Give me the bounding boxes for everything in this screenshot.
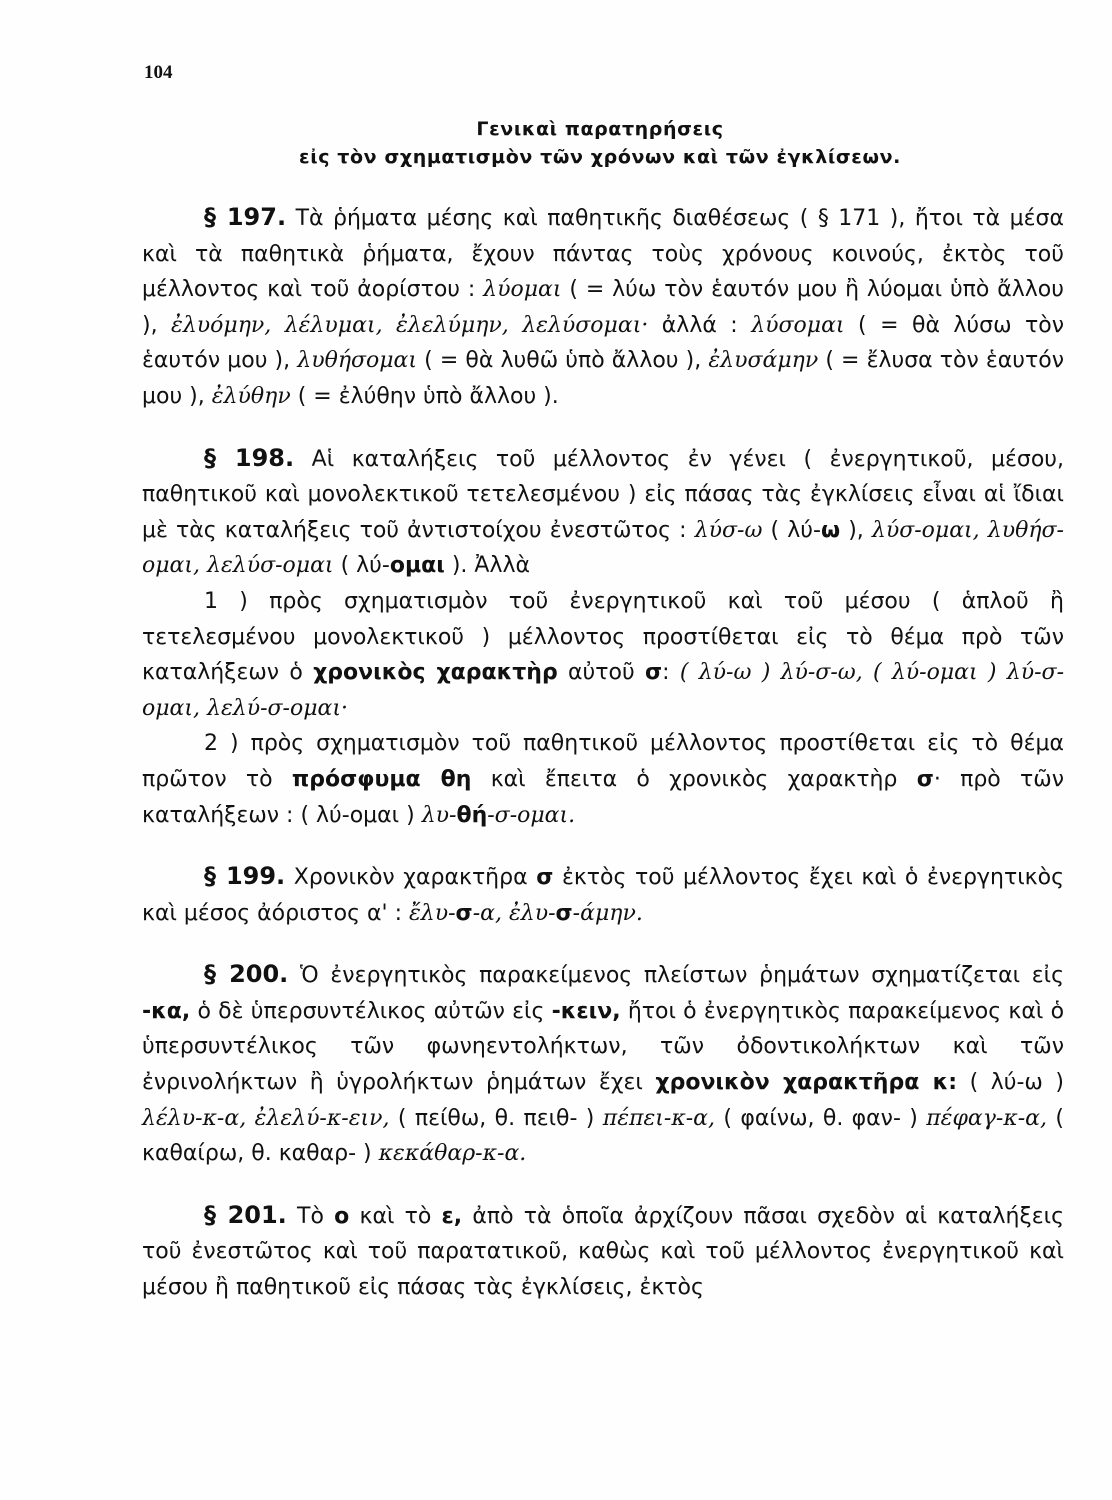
section-text: ( λύ- xyxy=(770,517,821,543)
section-text: ). Ἀλλὰ xyxy=(451,553,530,579)
ending-bold: ω xyxy=(820,517,841,543)
term-bold: ο xyxy=(334,1203,350,1229)
section-200 xyxy=(142,957,1064,1172)
section-text: ( = θὰ λύσω τὸν ἑαυτόν μου ), xyxy=(142,312,1064,374)
greek-form: -α, ἐλυ- xyxy=(472,900,556,926)
greek-form: λέλυ-κ-α, ἐλελύ-κ-ειν, xyxy=(142,1105,390,1131)
chapter-subheading: εἰς τὸν σχηματισμὸν τῶν χρόνων καὶ τῶν ἐγκλίσεων. xyxy=(299,146,901,168)
section-text: ( καθαίρω, θ. καθαρ- ) xyxy=(142,1105,1064,1167)
term-bold: σ xyxy=(455,900,473,926)
section-198 xyxy=(142,441,1064,584)
greek-form: ἐλυόμην, λέλυμαι, ἐλελύμην, λελύσομαι· xyxy=(171,312,649,338)
term-bold: σ xyxy=(916,766,934,792)
section-mark: § 199. xyxy=(204,862,286,891)
term-bold: χρονικὸς χαρακτὴρ xyxy=(313,660,558,686)
greek-form: ( λύ-ω ) λύ-σ-ω, ( λύ-ομαι ) λύ-σ-ομαι, λελύ-σ-ομαι· xyxy=(142,660,1065,721)
greek-form: ἐλύθην xyxy=(211,383,291,409)
section-text: αὐτοῦ xyxy=(568,660,635,686)
section-text: · πρὸ τῶν καταλήξεων : ( λύ-ομαι ) xyxy=(142,766,1065,828)
term-bold: σ xyxy=(644,660,663,686)
greek-form: -σ-ομαι. xyxy=(487,802,576,828)
section-text: ὁ δὲ ὑπερσυντέλικος αὐτῶν εἰς xyxy=(197,998,545,1024)
section-text: 2 ) πρὸς σχηματισμὸν τοῦ παθητικοῦ μέλλοντος προστίθεται εἰς τὸ θέμα πρῶτον τὸ xyxy=(142,731,1064,792)
section-text: ( φαίνω, θ. φαν- ) xyxy=(723,1105,918,1131)
term-bold: ε, xyxy=(441,1203,463,1229)
chapter-heading: Γενικαὶ παρατηρήσεις xyxy=(476,118,724,140)
greek-form: λυ- xyxy=(421,802,457,828)
section-text: ( λύ-ω ) xyxy=(969,1070,1064,1096)
section-text: ( = ἐλύθην ὑπὸ ἄλλου ). xyxy=(297,383,559,409)
section-text: Ὁ ἐνεργητικὸς παρακείμενος πλείστων ῥημάτων σχηματίζεται εἰς xyxy=(300,963,1064,989)
term-bold: πρόσφυμα θη xyxy=(291,766,472,792)
section-text: ἀλλά : xyxy=(661,312,738,338)
page-number: 104 xyxy=(144,62,173,83)
greek-form: κεκάθαρ-κ-α. xyxy=(378,1141,527,1167)
greek-form: λύσ-ομαι, λυθήσ-ομαι, λελύσ-ομαι xyxy=(142,517,1064,579)
term-bold: -κα, xyxy=(142,998,191,1024)
section-198-point-2 xyxy=(142,726,1064,833)
term-bold: σ xyxy=(536,865,554,891)
section-text: ( λύ- xyxy=(340,553,390,579)
section-text: 1 ) πρὸς σχηματισμὸν τοῦ ἐνεργητικοῦ καὶ τοῦ μέσου ( ἁπλοῦ ἢ τετελεσμένου μονολεκτικοῦ ) μέλλοντος προστίθεται εἰς τὸ θέμα πρὸ τῶν καταλήξεων ὁ xyxy=(142,588,1064,686)
greek-form: λύσ-ω xyxy=(694,517,763,543)
greek-form: λύσομαι xyxy=(751,312,845,338)
section-text: ( = λύω τὸν ἑαυτόν μου ἢ λύομαι ὑπὸ ἄλλου ), xyxy=(142,277,1064,338)
section-text: καὶ ἔπειτα ὁ χρονικὸς χαρακτὴρ xyxy=(490,766,898,792)
section-199 xyxy=(142,859,1064,931)
section-text: ( πείθω, θ. πειθ- ) xyxy=(397,1105,595,1131)
section-text: Αἱ καταλήξεις τοῦ μέλλοντος ἐν γένει ( ἐνεργητικοῦ, μέσου, παθητικοῦ καὶ μονολεκτικοῦ τετελεσμένου ) εἰς πάσας τὰς ἐγκλίσεις εἶναι αἱ ἴδιαι μὲ τὰς καταλήξεις τοῦ ἀντιστοίχου ἐνεστῶτος : xyxy=(142,446,1065,543)
section-text: ἤτοι ὁ ἐνεργητικὸς παρακείμενος καὶ ὁ ὑπερσυντέλικος τῶν φωνηεντολήκτων, τῶν ὀδοντικολήκτων καὶ τῶν ἐνρινολήκτων ἢ ὑγρολήκτων ῥημάτων ἔχει xyxy=(142,998,1065,1096)
section-text: ), xyxy=(848,517,864,543)
section-text: καὶ τὸ xyxy=(359,1203,432,1229)
section-201 xyxy=(142,1198,1064,1306)
section-text: Τὸ xyxy=(297,1203,324,1229)
section-mark: § 198. xyxy=(204,443,295,472)
term-bold: θή xyxy=(456,802,488,828)
greek-form: ἔλυ- xyxy=(408,900,456,926)
greek-form: ἐλυσάμην xyxy=(708,348,819,374)
section-197 xyxy=(142,200,1064,415)
section-text: Χρονικὸν χαρακτῆρα xyxy=(293,865,528,891)
term-bold: σ xyxy=(555,900,573,926)
section-text: Τὰ ῥήματα μέσης καὶ παθητικῆς διαθέσεως ( § 171 ), ἤτοι τὰ μέσα καὶ τὰ παθητικὰ ῥήματα, ἔχουν πάντας τοὺς χρόνους κοινούς, ἐκτὸς τοῦ μέλλοντος καὶ τοῦ ἀορίστου : xyxy=(142,206,1064,303)
greek-form: λυθήσομαι xyxy=(297,348,418,374)
term-bold: χρονικὸν χαρακτῆρα κ: xyxy=(655,1070,957,1096)
section-text: : xyxy=(662,660,670,686)
section-mark: § 200. xyxy=(204,960,289,989)
page-body xyxy=(142,200,1064,1306)
greek-form: πέφαγ-κ-α, xyxy=(926,1105,1048,1131)
greek-form: πέπει-κ-α, xyxy=(602,1105,716,1131)
section-text: ἀπὸ τὰ ὁποῖα ἀρχίζουν πᾶσαι σχεδὸν αἱ καταλήξεις τοῦ ἐνεστῶτος καὶ τοῦ παρατατικοῦ, καθὼς καὶ τοῦ μέλλοντος ἐνεργητικοῦ καὶ μέσου ἢ παθητικοῦ εἰς πάσας τὰς ἐγκλίσεις, ἐκτὸς xyxy=(142,1203,1064,1301)
section-mark: § 197. xyxy=(204,203,287,231)
greek-form: λύομαι xyxy=(483,277,562,303)
section-text: ἐκτὸς τοῦ μέλλοντος ἔχει καὶ ὁ ἐνεργητικὸς καὶ μέσος ἀόριστος α' : xyxy=(142,865,1064,926)
section-text: ( = ἔλυσα τὸν ἑαυτόν μου ), xyxy=(142,348,1065,409)
ending-bold: ομαι xyxy=(389,553,445,579)
term-bold: -κειν, xyxy=(551,998,621,1024)
greek-form: -άμην. xyxy=(572,900,643,926)
section-text: ( = θὰ λυθῶ ὑπὸ ἄλλου ), xyxy=(424,348,702,374)
section-mark: § 201. xyxy=(204,1200,287,1229)
section-198-point-1 xyxy=(142,584,1064,726)
